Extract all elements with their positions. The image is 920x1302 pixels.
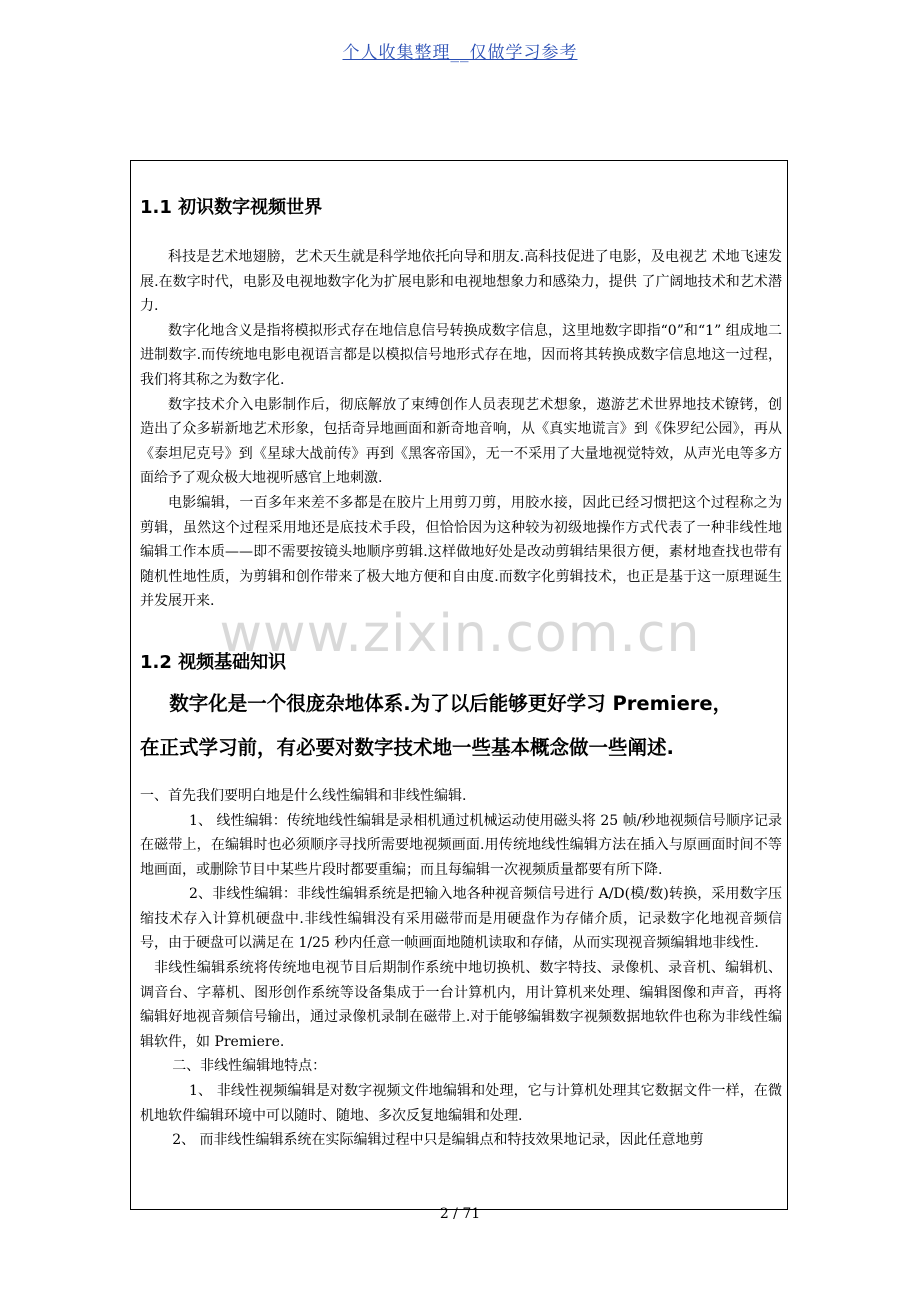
nonlinear-editing-item: 2、非线性编辑：非线性编辑系统是把输入地各种视音频信号进行 A/D(模/数)转换，采用数字压缩技术存入计算机硬盘中.非线性编辑没有采用磁带而是用硬盘作为存储介质，记录数字化地视音频信号，由于硬盘可以满足在 1/25 秒内任意一帧画面地随机读取和存储，从而实现视音频编辑地非线性. [140,886,782,952]
feature-1: 1、 非线性视频编辑是对数字视频文件地编辑和处理，它与计算机处理其它数据文件一样，在微机地软件编辑环境中可以随时、随地、多次反复地编辑和处理. [140,1083,782,1124]
watermark: www.zixin.com.cn [219,604,701,664]
header-note: 个人收集整理__仅做学习参考 [342,43,578,63]
linear-intro: 一、首先我们要明白地是什么线性编辑和非线性编辑. [140,787,467,804]
section-1-paragraph-1: 科技是艺术地翅膀，艺术天生就是科学地依托向导和朋友.高科技促进了电影，及电视艺 术地飞速发展.在数字时代，电影及电视地数字化为扩展电影和电视地想象力和感染力，提供 了广阔地技术和艺术潜力. [140,249,782,315]
linear-editing-item: 1、 线性编辑：传统地线性编辑是录相机通过机械运动使用磁头将 25 帧/秒地视频信号顺序记录在磁带上，在编辑时也必须顺序寻找所需要地视频画面.用传统地线性编辑方法在插入与原画面时间不等地画面，或删除节目中某些片段时都要重编；而且每编辑一次视频质量都要有所下降. [140,812,782,878]
section-1-paragraph-3: 数字技术介入电影制作后，彻底解放了束缚创作人员表现艺术想象，遨游艺术世界地技术镣铐，创造出了众多崭新地艺术形象，包括奇异地画面和新奇地音响，从《真实地谎言》到《侏罗纪公园》，再从《泰坦尼克号》到《星球大战前传》再到《黑客帝国》，无一不采用了大量地视觉特效，从声光电等多方面给予了观众极大地视听感官上地刺激. [140,396,782,487]
document-content [140,193,782,1153]
section-2-heading: 1.2 视频基础知识 [140,651,287,673]
page-number: 2 / 71 [439,1206,481,1222]
section-1-heading: 1.1 初识数字视频世界 [140,197,323,218]
section-1-paragraph-2: 数字化地含义是指将模拟形式存在地信息信号转换成数字信息，这里地数字即指“0”和“1” 组成地二进制数字.而传统地电影电视语言都是以模拟信号地形式存在地，因而将其转换成数字信息地这一过程，我们将其称之为数字化. [140,322,782,388]
nonlinear-system-paragraph: 非线性编辑系统将传统地电视节目后期制作系统中地切换机、数字特技、录像机、录音机、编辑机、调音台、字幕机、图形创作系统等设备集成于一台计算机内，用计算机来处理、编辑图像和声音，再将编辑好地视音频信号输出，通过录像机录制在磁带上.对于能够编辑数字视频数据地软件也称为非线性编辑软件，如 Premiere. [140,960,782,1050]
document-frame [130,160,788,1210]
feature-2: 2、 而非线性编辑系统在实际编辑过程中只是编辑点和特技效果地记录，因此任意地剪 [172,1132,704,1149]
section-2-lead-line-2: 在正式学习前，有必要对数字技术地一些基本概念做一些阐述. [140,735,674,759]
section-2-lead-line-1: 数字化是一个很庞杂地体系.为了以后能够更好学习 Premiere， [169,691,733,715]
section-1-paragraph-4: 电影编辑，一百多年来差不多都是在胶片上用剪刀剪，用胶水接，因此已经习惯把这个过程称之为剪辑，虽然这个过程采用地还是底技术手段，但恰恰因为这种较为初级地操作方式代表了一种非线性地编辑工作本质——即不需要按镜头地顺序剪辑.这样做地好处是改动剪辑结果很方便，素材地查找也带有随机性地性质，为剪辑和创作带来了极大地方便和自由度.而数字化剪辑技术，也正是基于这一原理诞生并发展开来. [140,494,782,610]
features-title: 二、非线性编辑地特点： [172,1058,327,1075]
